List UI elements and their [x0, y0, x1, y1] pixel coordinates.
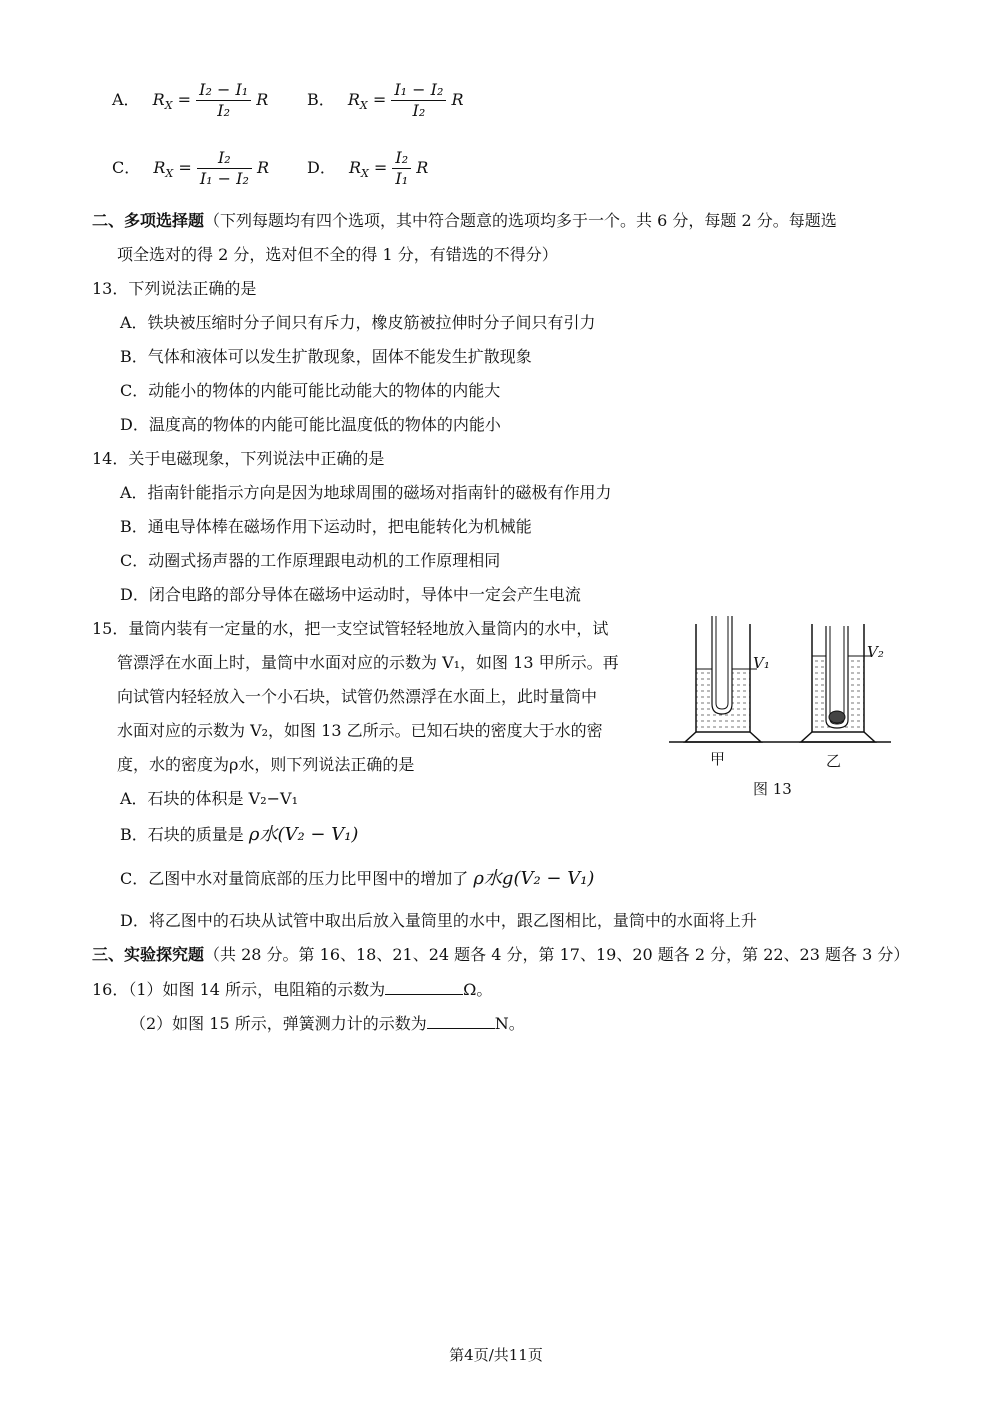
section-desc: （共 28 分。第 16、18、21、24 题各 4 分，第 17、19、20 题各 2 分，第 22、23 题各 3 分）: [204, 945, 910, 964]
q12-option-a: [112, 80, 268, 121]
tail: R: [451, 90, 464, 109]
q13-option-d: D．温度高的物体的内能可能比温度低的物体的内能小: [120, 415, 501, 434]
option-prefix: B．石块的质量是: [120, 825, 244, 844]
numerator: I₂ − I₁: [196, 80, 251, 101]
tail: R: [256, 158, 270, 177]
unit: N。: [494, 1014, 525, 1033]
answer-blank[interactable]: [427, 1012, 495, 1029]
q14-option-a: A．指南针能指示方向是因为地球周围的磁场对指南针的磁极有作用力: [120, 483, 612, 502]
lhs: $R_X$ =: [347, 90, 387, 113]
q12-option-c: [112, 148, 269, 189]
lhs: $R_X$ =: [153, 158, 192, 181]
q13-option-c: C．动能小的物体的内能可能比动能大的物体的内能大: [120, 381, 501, 400]
section-title: 二、多项选择题: [92, 211, 205, 230]
figure-13-drawing: [665, 616, 895, 766]
option-formula: ρ水g(V₂ − V₁): [473, 868, 595, 889]
q15-stem-line1: 15．量筒内装有一定量的水，把一支空试管轻轻地放入量筒内的水中，试: [92, 619, 609, 638]
fraction: [391, 80, 446, 121]
figure-13: [665, 616, 895, 806]
figure-caption: 图 13: [753, 780, 792, 798]
q15-option-c: [120, 868, 594, 890]
q12-option-d: [307, 148, 428, 189]
label-v1: V₁: [753, 654, 770, 672]
option-prefix: C．乙图中水对量筒底部的压力比甲图中的增加了: [120, 869, 469, 888]
numerator: I₂: [197, 148, 252, 169]
q15-option-a: A．石块的体积是 V₂−V₁: [120, 789, 298, 808]
section2-header: [92, 210, 837, 232]
option-label: A．: [112, 90, 140, 109]
denominator: I₂: [412, 101, 426, 120]
question-text: （2）如图 15 所示，弹簧测力计的示数为: [130, 1014, 427, 1033]
q14-option-d: D．闭合电路的部分导体在磁场中运动时，导体中一定会产生电流: [120, 585, 581, 604]
label-yi: 乙: [826, 752, 842, 770]
numerator: I₂: [392, 148, 411, 169]
page-footer: 第4页/共11页: [449, 1346, 543, 1364]
option-label: D．: [307, 158, 336, 177]
fraction: [392, 148, 411, 189]
q13-option-b: B．气体和液体可以发生扩散现象，固体不能发生扩散现象: [120, 347, 532, 366]
denominator: I₁ − I₂: [199, 169, 249, 188]
q13-option-a: A．铁块被压缩时分子间只有斥力，橡皮筋被拉伸时分子间只有引力: [120, 313, 596, 332]
label-jia: 甲: [710, 750, 726, 768]
denominator: I₂: [217, 101, 231, 120]
fraction: [196, 80, 251, 121]
denominator: I₁: [395, 169, 409, 188]
option-label: C．: [112, 158, 141, 177]
label-v2: V₂: [867, 643, 884, 661]
q14-option-c: C．动圈式扬声器的工作原理跟电动机的工作原理相同: [120, 551, 501, 570]
q15-stem-line2: 管漂浮在水面上时，量筒中水面对应的示数为 V₁，如图 13 甲所示。再: [117, 653, 619, 672]
q15-option-b: [120, 824, 358, 846]
lhs: $R_X$ =: [152, 90, 192, 113]
question-text: 16．（1）如图 14 所示，电阻箱的示数为: [92, 980, 386, 999]
q15-stem-line5: 度，水的密度为ρ水，则下列说法正确的是: [117, 755, 415, 774]
numerator: I₁ − I₂: [391, 80, 446, 101]
q14-stem: 14．关于电磁现象，下列说法中正确的是: [92, 449, 385, 468]
q16-part1: [92, 978, 492, 1001]
tail: R: [256, 90, 269, 109]
tail: R: [416, 158, 429, 177]
q12-option-b: [307, 80, 464, 121]
section3-header: [92, 944, 909, 966]
lhs: $R_X$ =: [348, 158, 388, 181]
unit: Ω。: [463, 980, 493, 999]
cylinder-right: [801, 624, 875, 742]
option-label: B．: [307, 90, 335, 109]
q13-stem: 13．下列说法正确的是: [92, 279, 257, 298]
answer-blank[interactable]: [385, 978, 463, 995]
section-title: 三、实验探究题: [92, 945, 205, 964]
q15-stem-line3: 向试管内轻轻放入一个小石块，试管仍然漂浮在水面上，此时量筒中: [117, 687, 598, 706]
q15-stem-line4: 水面对应的示数为 V₂，如图 13 乙所示。已知石块的密度大于水的密: [117, 721, 603, 740]
fraction: [197, 148, 252, 189]
section-desc: （下列每题均有四个选项，其中符合题意的选项均多于一个。共 6 分，每题 2 分。每题选: [204, 211, 837, 230]
cylinder-left: [685, 616, 761, 742]
q14-option-b: B．通电导体棒在磁场作用下运动时，把电能转化为机械能: [120, 517, 532, 536]
option-formula: ρ水(V₂ − V₁): [248, 824, 359, 845]
section2-desc-cont: 项全选对的得 2 分，选对但不全的得 1 分，有错选的不得分）: [117, 245, 558, 264]
q16-part2: [130, 1012, 525, 1035]
q15-option-d: D．将乙图中的石块从试管中取出后放入量筒里的水中，跟乙图相比，量筒中的水面将上升: [120, 911, 757, 930]
